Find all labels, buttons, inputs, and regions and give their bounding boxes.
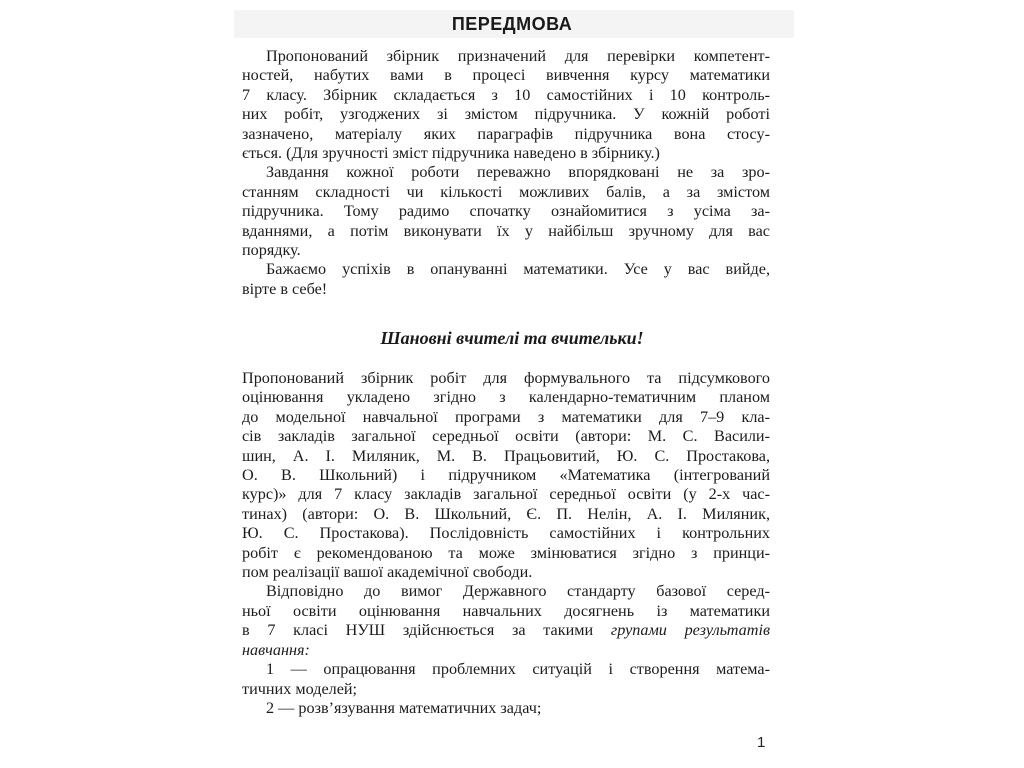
text-line: них робіт, узгоджених зі змістом підручника. У кожній роботі	[242, 105, 770, 124]
text-line: О. В. Школьний) і підручником «Математика (інтегрований	[242, 466, 770, 485]
text-line: ньої освіти оцінювання навчальних досягнень із математики	[242, 601, 770, 620]
text-line	[242, 621, 770, 640]
list-item: 2 — розв’язування математичних задач;	[266, 698, 542, 717]
text-fragment: в 7 класі НУШ здійснюється за такими	[242, 621, 611, 640]
emphasis-line: навчання:	[242, 640, 310, 659]
text-line: курс)» для 7 класу закладів загальної середньої освіти (у 2-х час-	[242, 485, 770, 504]
text-line: тичних моделей;	[242, 679, 358, 698]
intro-paragraphs	[242, 47, 770, 299]
text-line: робіт є рекомендованою та може змінюватися згідно з принци-	[242, 543, 770, 562]
list-item: 1 — опрацювання проблемних ситуацій і створення матема-	[266, 660, 770, 679]
text-line: оцінювання укладено згідно з календарно-тематичним планом	[242, 388, 770, 407]
text-line: пом реалізації вашої академічної свободи.	[242, 563, 533, 582]
text-line: станням складності чи кількості можливих балів, а за змістом	[242, 182, 770, 201]
page-number: 1	[757, 734, 766, 751]
text-line: вірте в себе!	[242, 279, 328, 298]
text-line: до модельної навчальної програми з математики для 7–9 кла-	[242, 407, 770, 426]
page-title: ПЕРЕДМОВА	[451, 14, 573, 34]
text-line: Пропонований збірник призначений для перевірки компетент-	[266, 47, 770, 65]
text-line: Завдання кожної роботи переважно впорядковані не за зро-	[266, 163, 770, 182]
text-line: зазначено, матеріалу яких параграфів підручника вона стосу-	[242, 124, 770, 143]
emphasis-text: групами результатів	[610, 621, 770, 640]
text-line: ностей, набутих вами в процесі вивчення курсу математики	[242, 66, 770, 85]
text-line: сів закладів загальної середньої освіти (автори: М. С. Васили-	[242, 427, 770, 446]
text-line: Бажаємо успіхів в опануванні математики. Усе у вас вийде,	[266, 260, 770, 279]
text-line: шин, А. І. Миляник, М. В. Працьовитий, Ю. С. Простакова,	[242, 446, 770, 465]
text-line: тинах) (автори: О. В. Школьний, Є. П. Нелін, А. І. Миляник,	[242, 504, 770, 523]
text-line: підручника. Тому радимо спочатку ознайомитися з усіма за-	[242, 202, 770, 221]
text-line: Відповідно до вимог Державного стандарту базової серед-	[266, 582, 770, 601]
text-line: Ю. С. Простакова). Послідовність самостійних і контрольних	[242, 524, 770, 543]
text-line: 7 класу. Збірник складається з 10 самостійних і 10 контроль-	[242, 85, 770, 104]
text-line: ється. (Для зручності зміст підручника наведено в збірнику.)	[242, 144, 660, 163]
teachers-heading: Шановні вчителі та вчительки!	[380, 328, 644, 348]
teachers-paragraphs	[242, 369, 770, 718]
text-line: порядку.	[242, 241, 301, 260]
text-line: Пропонований збірник робіт для формувального та підсумкового	[242, 369, 770, 387]
text-line: вданнями, а потім виконувати їх у найбільш зручному для вас	[242, 221, 770, 240]
